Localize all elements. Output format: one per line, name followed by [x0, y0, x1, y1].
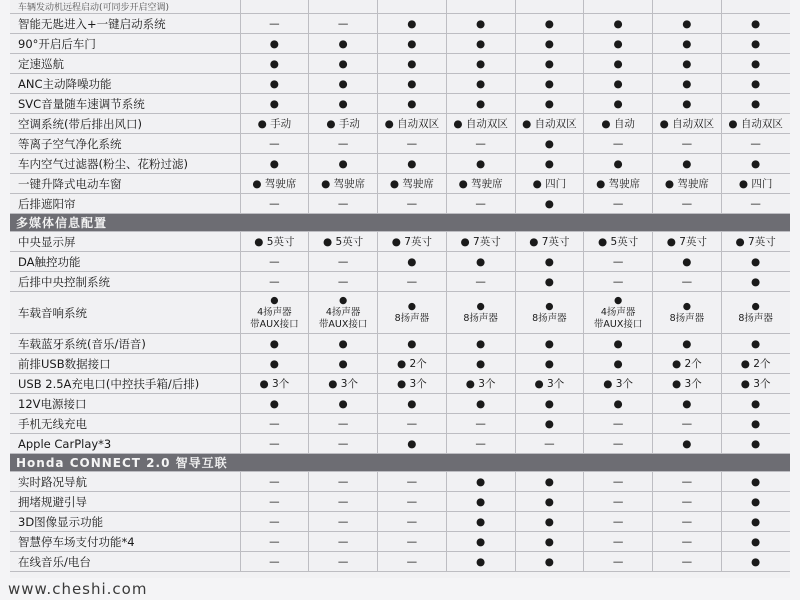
feature-cell: ● — [515, 74, 584, 94]
feature-cell: — — [240, 532, 309, 552]
feature-cell: — — [584, 512, 653, 532]
feature-cell: ● — [515, 394, 584, 414]
feature-cell: ● — [721, 434, 790, 454]
feature-cell: ● — [240, 354, 309, 374]
feature-cell: — — [240, 472, 309, 492]
feature-cell: ● — [721, 334, 790, 354]
feature-label: USB 2.5A充电口(中控扶手箱/后排) — [10, 374, 240, 394]
feature-cell: ● — [240, 94, 309, 114]
feature-cell: ● 3个 — [721, 374, 790, 394]
feature-cell: ● 5英寸 — [584, 232, 653, 252]
table-row — [10, 0, 790, 14]
feature-cell: ● — [446, 252, 515, 272]
table-row — [10, 394, 790, 414]
feature-cell: ● — [653, 394, 722, 414]
feature-cell: ● — [721, 472, 790, 492]
feature-cell — [515, 292, 584, 334]
feature-cell: ● 3个 — [653, 374, 722, 394]
feature-cell: ● — [309, 154, 378, 174]
feature-label: 手机无线充电 — [10, 414, 240, 434]
feature-cell: ● 5英寸 — [240, 232, 309, 252]
table-row — [10, 434, 790, 454]
feature-cell: — — [446, 134, 515, 154]
feature-cell: ● — [653, 94, 722, 114]
feature-cell: ● — [309, 34, 378, 54]
feature-cell: — — [584, 272, 653, 292]
table-row — [10, 114, 790, 134]
feature-cell: ● 7英寸 — [446, 232, 515, 252]
feature-cell: — — [584, 434, 653, 454]
feature-cell: ● — [515, 194, 584, 214]
feature-cell: ● — [378, 252, 447, 272]
feature-cell: — — [309, 512, 378, 532]
feature-cell — [653, 0, 722, 14]
feature-cell: — — [584, 552, 653, 572]
feature-cell — [378, 292, 447, 334]
feature-cell: ● 驾驶席 — [446, 174, 515, 194]
feature-cell: ● 5英寸 — [309, 232, 378, 252]
feature-cell: ● — [515, 154, 584, 174]
feature-cell — [721, 0, 790, 14]
feature-cell: — — [240, 512, 309, 532]
feature-cell: ● — [515, 134, 584, 154]
cell-line: 8扬声器 — [532, 312, 567, 324]
feature-cell: ● 四门 — [515, 174, 584, 194]
feature-cell: — — [240, 492, 309, 512]
feature-cell: ● — [515, 532, 584, 552]
feature-label: 中央显示屏 — [10, 232, 240, 252]
feature-cell: — — [378, 552, 447, 572]
feature-cell: — — [309, 552, 378, 572]
feature-cell: ● — [309, 334, 378, 354]
feature-cell: ● — [309, 394, 378, 414]
feature-label: 拥堵规避引导 — [10, 492, 240, 512]
feature-cell: ● 2个 — [653, 354, 722, 374]
feature-cell: — — [378, 512, 447, 532]
feature-cell: ● — [446, 472, 515, 492]
feature-cell: — — [584, 532, 653, 552]
feature-cell: ● — [584, 14, 653, 34]
section-header-row — [10, 454, 790, 472]
feature-cell: ● — [721, 512, 790, 532]
feature-cell: ● — [446, 334, 515, 354]
feature-cell: — — [378, 492, 447, 512]
feature-cell: ● 自动双区 — [378, 114, 447, 134]
feature-cell — [240, 0, 309, 14]
feature-cell: ● — [721, 414, 790, 434]
feature-cell — [378, 0, 447, 14]
feature-label: 实时路况导航 — [10, 472, 240, 492]
feature-cell: — — [309, 14, 378, 34]
feature-cell: ● 3个 — [446, 374, 515, 394]
feature-cell: ● 7英寸 — [515, 232, 584, 252]
feature-label: SVC音量随车速调节系统 — [10, 94, 240, 114]
feature-cell: — — [378, 194, 447, 214]
feature-cell: — — [240, 194, 309, 214]
feature-cell: ● — [721, 252, 790, 272]
feature-cell — [309, 0, 378, 14]
feature-cell: ● — [309, 94, 378, 114]
cell-line: 8扬声器 — [738, 312, 773, 324]
feature-cell: ● — [446, 492, 515, 512]
feature-cell — [309, 292, 378, 334]
feature-cell: ● 2个 — [721, 354, 790, 374]
feature-cell — [446, 0, 515, 14]
table-row — [10, 354, 790, 374]
feature-cell: ● — [446, 34, 515, 54]
cell-line: ● — [338, 294, 348, 306]
spec-table-body — [10, 0, 790, 572]
feature-cell: ● 手动 — [309, 114, 378, 134]
feature-cell: ● 3个 — [584, 374, 653, 394]
feature-cell: ● — [584, 94, 653, 114]
feature-cell: — — [309, 532, 378, 552]
feature-cell: — — [721, 134, 790, 154]
feature-cell: ● — [584, 354, 653, 374]
feature-cell: — — [240, 252, 309, 272]
feature-cell: — — [584, 414, 653, 434]
feature-cell: ● 7英寸 — [721, 232, 790, 252]
feature-label: 前排USB数据接口 — [10, 354, 240, 374]
feature-cell: ● — [446, 74, 515, 94]
feature-cell: ● 3个 — [378, 374, 447, 394]
cell-line: 4扬声器 — [600, 306, 636, 318]
feature-cell: ● — [721, 492, 790, 512]
cell-line: 带AUX接口 — [250, 318, 299, 330]
feature-cell: — — [309, 272, 378, 292]
feature-cell: — — [584, 194, 653, 214]
spec-table — [10, 0, 790, 572]
table-row — [10, 154, 790, 174]
table-row — [10, 34, 790, 54]
feature-cell: — — [446, 434, 515, 454]
feature-cell: ● — [584, 34, 653, 54]
feature-label: 后排中央控制系统 — [10, 272, 240, 292]
table-row — [10, 54, 790, 74]
feature-cell: ● — [515, 94, 584, 114]
feature-cell — [584, 292, 653, 334]
feature-cell: ● — [446, 552, 515, 572]
feature-cell: ● 自动双区 — [653, 114, 722, 134]
feature-cell: — — [240, 14, 309, 34]
cell-line: ● — [270, 294, 279, 306]
feature-cell: — — [240, 134, 309, 154]
feature-cell: — — [240, 552, 309, 572]
feature-cell: ● — [653, 14, 722, 34]
feature-cell: — — [653, 414, 722, 434]
feature-cell: ● — [721, 552, 790, 572]
feature-cell: — — [446, 272, 515, 292]
feature-cell: ● — [515, 54, 584, 74]
feature-cell: ● — [240, 394, 309, 414]
section-title: Honda CONNECT 2.0 智导互联 — [10, 454, 790, 472]
feature-cell: ● — [515, 512, 584, 532]
feature-label: 一键升降式电动车窗 — [10, 174, 240, 194]
feature-cell: — — [653, 472, 722, 492]
feature-cell: — — [653, 552, 722, 572]
feature-cell — [446, 292, 515, 334]
feature-cell: ● 驾驶席 — [584, 174, 653, 194]
feature-cell: ● — [721, 94, 790, 114]
feature-cell: — — [653, 272, 722, 292]
feature-cell: — — [309, 414, 378, 434]
feature-cell: ● — [721, 54, 790, 74]
feature-cell: ● 7英寸 — [378, 232, 447, 252]
feature-cell: — — [309, 194, 378, 214]
cell-line: 8扬声器 — [669, 312, 705, 324]
feature-cell: ● — [446, 512, 515, 532]
feature-cell: ● — [378, 34, 447, 54]
feature-cell: — — [240, 434, 309, 454]
table-row — [10, 194, 790, 214]
feature-cell: — — [378, 532, 447, 552]
feature-cell: ● — [653, 334, 722, 354]
feature-cell: — — [378, 472, 447, 492]
feature-cell: ● — [378, 394, 447, 414]
feature-cell: ● — [446, 14, 515, 34]
table-row — [10, 292, 790, 334]
feature-cell: ● — [653, 54, 722, 74]
feature-cell: ● — [584, 154, 653, 174]
table-row — [10, 174, 790, 194]
feature-cell: ● 驾驶席 — [240, 174, 309, 194]
feature-label: 定速巡航 — [10, 54, 240, 74]
feature-cell: — — [240, 414, 309, 434]
table-row — [10, 94, 790, 114]
feature-cell: ● — [378, 74, 447, 94]
feature-label: Apple CarPlay*3 — [10, 434, 240, 454]
feature-cell: ● — [309, 54, 378, 74]
feature-label: 3D图像显示功能 — [10, 512, 240, 532]
feature-cell: ● — [653, 34, 722, 54]
feature-cell: ● 自动 — [584, 114, 653, 134]
feature-cell: — — [721, 194, 790, 214]
feature-cell: — — [378, 272, 447, 292]
feature-cell: — — [584, 492, 653, 512]
feature-label: 90°开启后车门 — [10, 34, 240, 54]
table-row — [10, 334, 790, 354]
feature-cell: ● — [721, 14, 790, 34]
feature-label: 车载蓝牙系统(音乐/语音) — [10, 334, 240, 354]
feature-cell: ● — [584, 74, 653, 94]
feature-label: 12V电源接口 — [10, 394, 240, 414]
feature-label: 等离子空气净化系统 — [10, 134, 240, 154]
feature-cell: ● — [584, 334, 653, 354]
feature-cell: ● — [653, 434, 722, 454]
cell-line: ● — [751, 300, 760, 312]
feature-cell: — — [446, 194, 515, 214]
feature-cell: ● 2个 — [378, 354, 447, 374]
feature-cell: ● 自动双区 — [446, 114, 515, 134]
feature-cell: ● — [446, 154, 515, 174]
feature-cell: ● 驾驶席 — [378, 174, 447, 194]
feature-cell: ● — [515, 414, 584, 434]
cell-line: ● — [476, 300, 485, 312]
feature-cell: ● — [721, 272, 790, 292]
feature-cell: ● 驾驶席 — [309, 174, 378, 194]
table-row — [10, 492, 790, 512]
feature-cell: — — [515, 434, 584, 454]
feature-cell: — — [446, 414, 515, 434]
table-row — [10, 374, 790, 394]
feature-cell: ● — [515, 354, 584, 374]
table-row — [10, 512, 790, 532]
feature-label: 空调系统(带后排出风口) — [10, 114, 240, 134]
feature-cell: ● — [446, 54, 515, 74]
table-row — [10, 232, 790, 252]
feature-cell: ● — [515, 334, 584, 354]
feature-cell: ● — [378, 54, 447, 74]
section-title: 多媒体信息配置 — [10, 214, 790, 232]
feature-label: DA触控功能 — [10, 252, 240, 272]
feature-cell: ● 驾驶席 — [653, 174, 722, 194]
feature-label: 车内空气过滤器(粉尘、花粉过滤) — [10, 154, 240, 174]
table-row — [10, 252, 790, 272]
feature-label: 智慧停车场支付功能*4 — [10, 532, 240, 552]
feature-cell: ● — [515, 492, 584, 512]
feature-cell — [653, 292, 722, 334]
cell-line: 4扬声器 — [325, 306, 361, 318]
cell-line: 带AUX接口 — [593, 318, 643, 330]
table-row — [10, 134, 790, 154]
feature-cell: — — [309, 252, 378, 272]
feature-cell: ● — [721, 394, 790, 414]
feature-cell: — — [309, 134, 378, 154]
feature-cell — [584, 0, 653, 14]
feature-cell: — — [653, 492, 722, 512]
feature-cell — [721, 292, 790, 334]
feature-cell: ● — [446, 94, 515, 114]
feature-cell: ● — [653, 74, 722, 94]
feature-cell: ● — [309, 354, 378, 374]
feature-cell: ● — [240, 34, 309, 54]
feature-cell: — — [240, 272, 309, 292]
feature-cell: ● — [721, 532, 790, 552]
feature-label: 后排遮阳帘 — [10, 194, 240, 214]
feature-cell: ● — [515, 272, 584, 292]
feature-cell: ● — [515, 472, 584, 492]
feature-cell: ● — [653, 252, 722, 272]
feature-cell: ● — [515, 34, 584, 54]
feature-cell: — — [653, 194, 722, 214]
feature-cell: ● — [378, 334, 447, 354]
feature-cell: ● — [515, 552, 584, 572]
feature-cell: ● — [240, 334, 309, 354]
table-row — [10, 272, 790, 292]
table-row — [10, 414, 790, 434]
table-row — [10, 14, 790, 34]
feature-cell: ● — [446, 532, 515, 552]
table-row — [10, 552, 790, 572]
feature-label: 车辆发动机远程启动(可同步开启空调) — [10, 0, 240, 14]
feature-cell: ● — [584, 394, 653, 414]
feature-cell: — — [309, 434, 378, 454]
feature-cell: ● 自动双区 — [515, 114, 584, 134]
feature-cell: — — [653, 532, 722, 552]
cell-line: 8扬声器 — [394, 312, 430, 324]
feature-cell: ● — [240, 154, 309, 174]
feature-cell — [240, 292, 309, 334]
feature-cell: — — [309, 472, 378, 492]
table-row — [10, 532, 790, 552]
section-header-row — [10, 214, 790, 232]
cell-line: 带AUX接口 — [318, 318, 368, 330]
feature-cell: ● — [446, 394, 515, 414]
feature-cell: ● 7英寸 — [653, 232, 722, 252]
feature-cell: — — [378, 414, 447, 434]
table-row — [10, 74, 790, 94]
feature-cell — [515, 0, 584, 14]
feature-cell: ● — [515, 252, 584, 272]
cell-line: ● — [407, 300, 417, 312]
cell-line: ● — [545, 300, 554, 312]
feature-cell: ● — [721, 34, 790, 54]
feature-cell: ● 手动 — [240, 114, 309, 134]
feature-cell: — — [653, 512, 722, 532]
feature-cell: ● 3个 — [309, 374, 378, 394]
watermark: www.cheshi.com — [8, 580, 148, 598]
feature-cell: ● — [446, 354, 515, 374]
table-row — [10, 472, 790, 492]
feature-cell: — — [653, 134, 722, 154]
feature-cell: — — [584, 472, 653, 492]
feature-cell: — — [309, 492, 378, 512]
feature-cell: — — [584, 134, 653, 154]
cell-line: ● — [613, 294, 623, 306]
feature-cell: ● 3个 — [515, 374, 584, 394]
feature-cell: ● — [240, 54, 309, 74]
feature-cell: ● — [721, 74, 790, 94]
feature-cell: — — [584, 252, 653, 272]
cell-line: ● — [682, 300, 692, 312]
feature-cell: ● 自动双区 — [721, 114, 790, 134]
feature-label: 车载音响系统 — [10, 292, 240, 334]
feature-cell: ● — [378, 154, 447, 174]
feature-label: 智能无匙进入+一键启动系统 — [10, 14, 240, 34]
feature-label: ANC主动降噪功能 — [10, 74, 240, 94]
feature-cell: ● — [378, 434, 447, 454]
cell-line: 8扬声器 — [463, 312, 498, 324]
feature-cell: ● — [378, 14, 447, 34]
feature-cell: ● — [378, 94, 447, 114]
feature-cell: — — [378, 134, 447, 154]
cell-line: 4扬声器 — [257, 306, 292, 318]
feature-cell: ● — [240, 74, 309, 94]
feature-cell: ● — [653, 154, 722, 174]
feature-cell: ● — [309, 74, 378, 94]
feature-cell: ● — [515, 14, 584, 34]
feature-cell: ● 四门 — [721, 174, 790, 194]
feature-cell: ● — [721, 154, 790, 174]
feature-label: 在线音乐/电台 — [10, 552, 240, 572]
feature-cell: ● 3个 — [240, 374, 309, 394]
spec-sheet — [10, 0, 790, 578]
feature-cell: ● — [584, 54, 653, 74]
